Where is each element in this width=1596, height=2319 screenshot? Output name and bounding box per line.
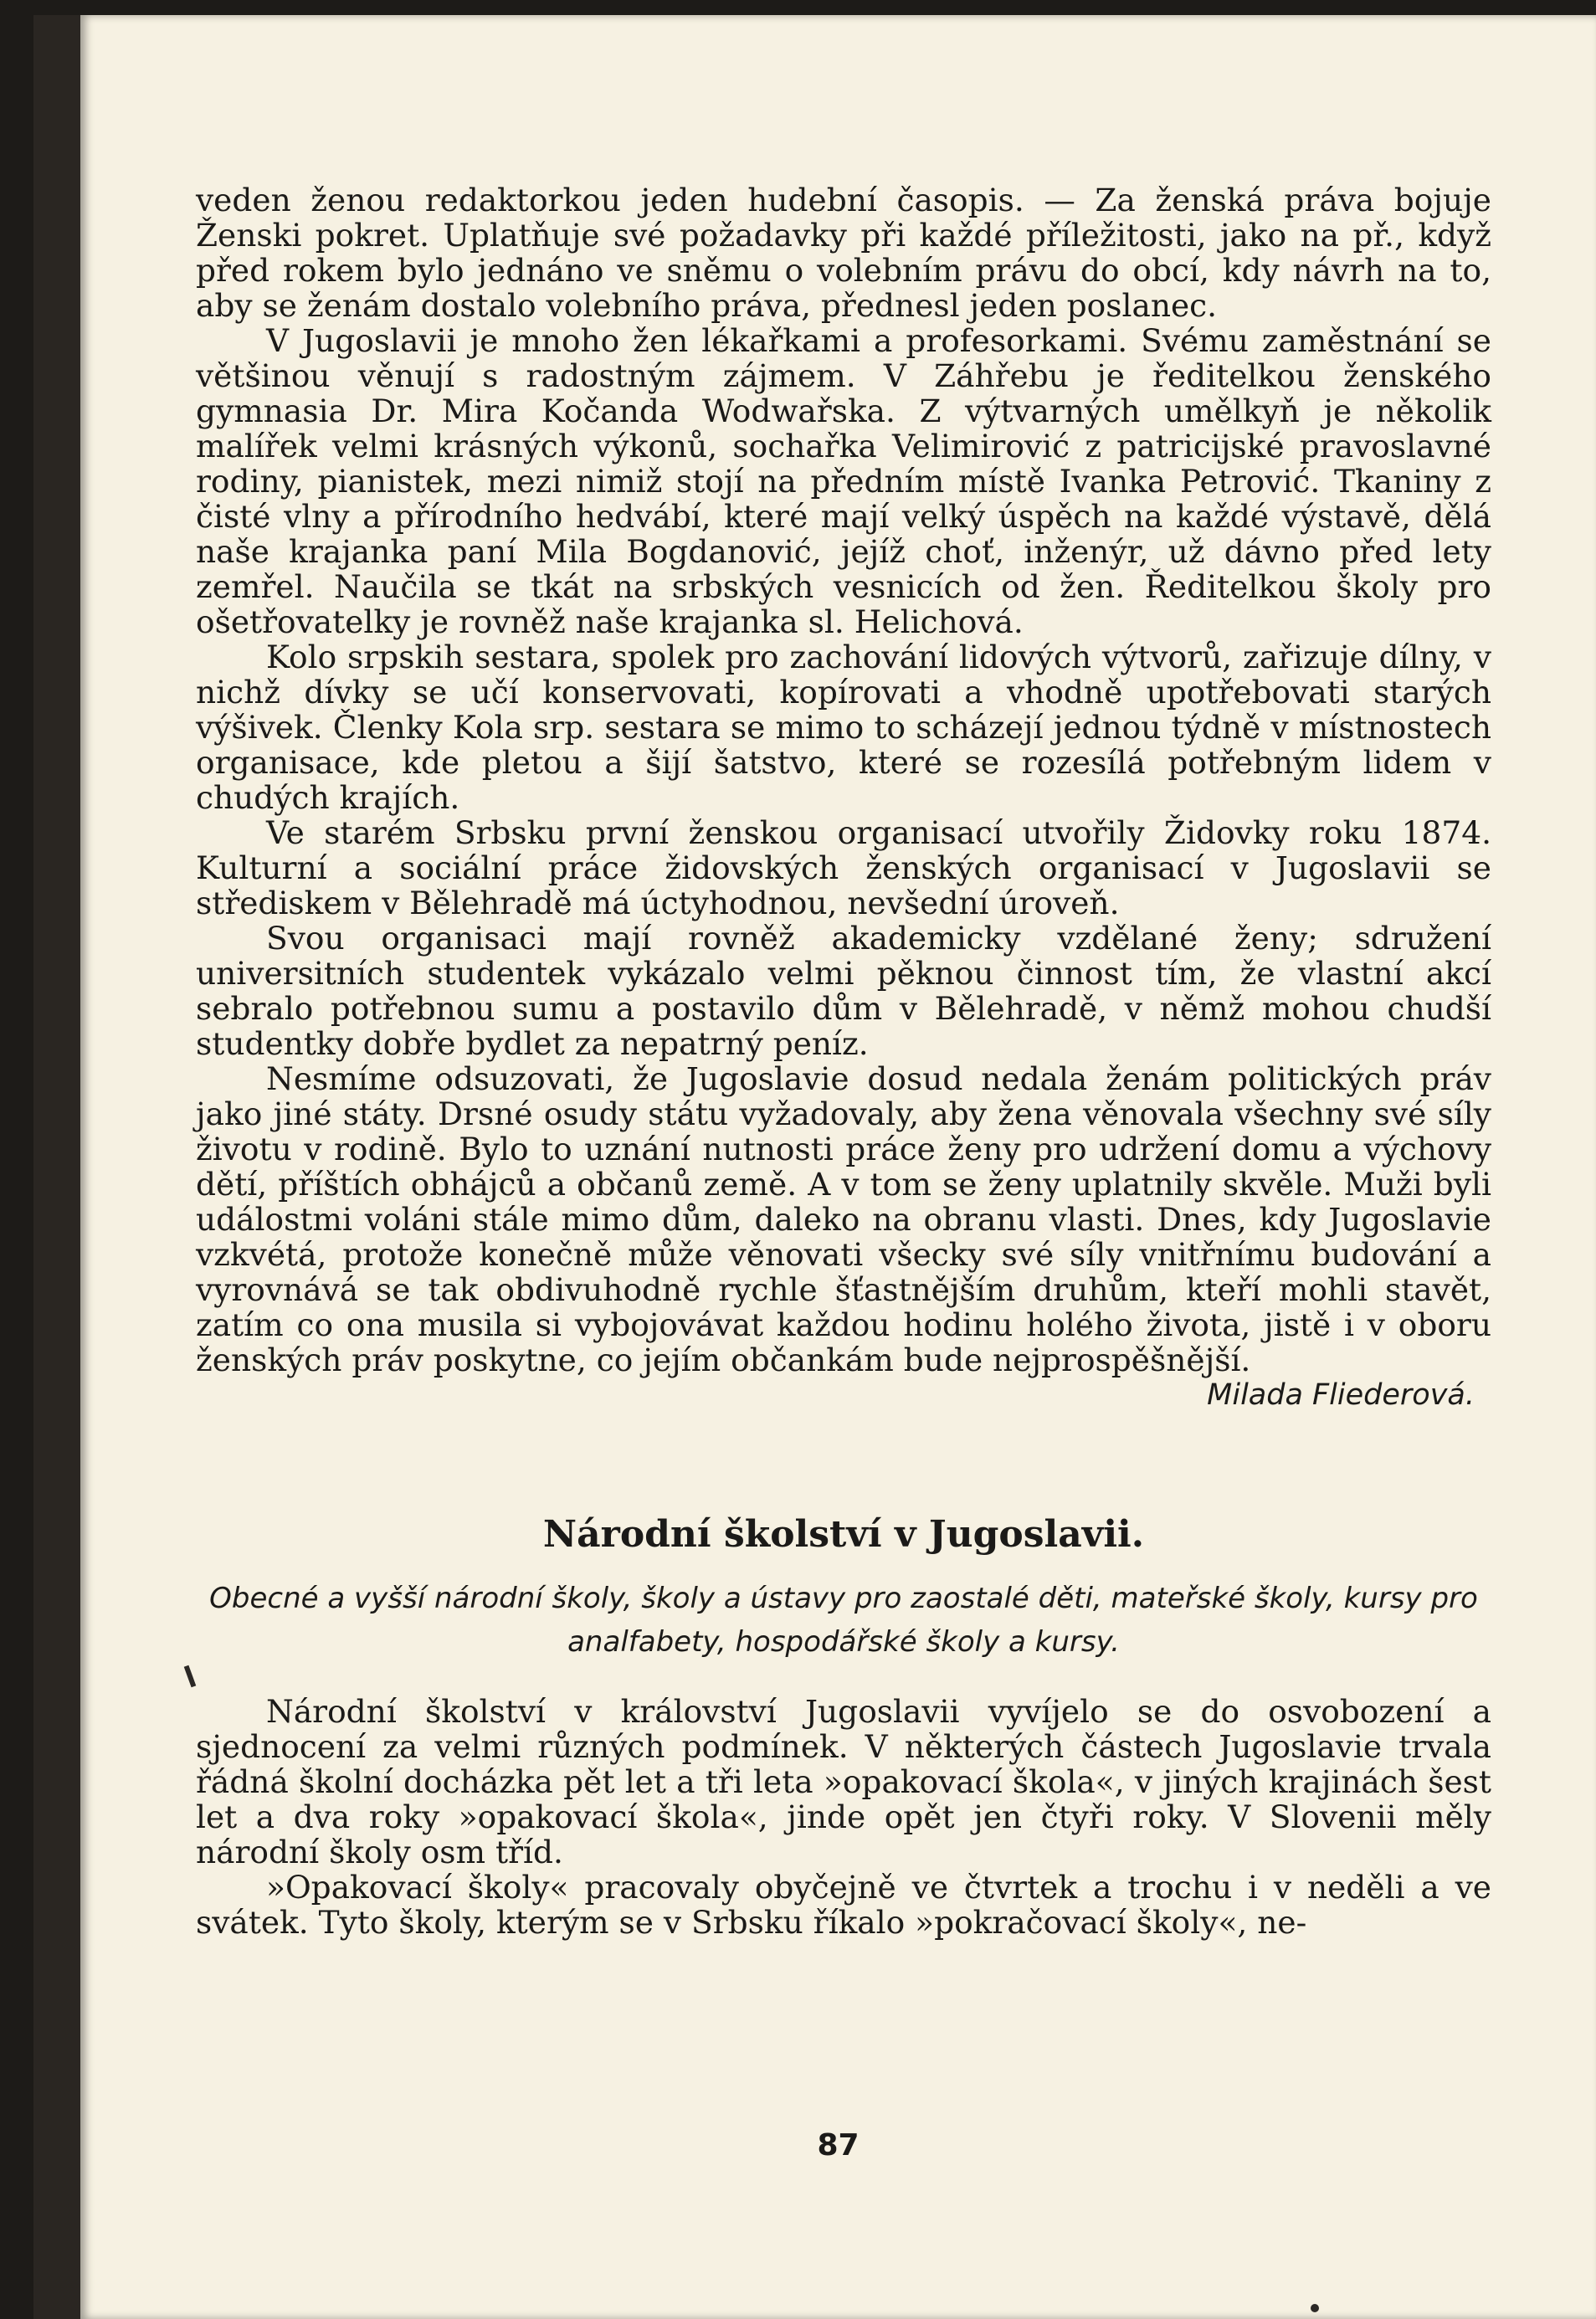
book-page bbox=[80, 15, 1596, 2319]
paragraph: V Jugoslavii je mnoho žen lékařkami a profesorkami. Svému zaměstnání se většinou věnují s radostným zájmem. V Záhřebu je ředitelkou ženského gymnasia Dr. Mira Kočanda Wodwařska. Z výtvarných umělkyň je několik malířek velmi krásných výkonů, sochařka Velimirović z patricijské pravoslavné rodiny, pianistek, mezi nimiž stojí na předním místě Ivanka Petrović. Tkaniny z čisté vlny a přírodního hedvábí, které mají velký úspěch na každé výstavě, dělá naše krajanka paní Mila Bogdanović, jejíž choť, inženýr, už dávno před lety zemřel. Naučila se tkát na srbských vesnicích od žen. Ředitelkou školy pro ošetřovatelky je rovněž naše krajanka sl. Helichová. bbox=[196, 322, 1491, 640]
page-number: 87 bbox=[817, 2128, 860, 2163]
page-text bbox=[196, 182, 1491, 1940]
scan-background bbox=[33, 15, 1596, 2319]
paragraph: veden ženou redaktorkou jeden hudební časopis. — Za ženská práva bojuje Ženski pokret. Uplatňuje své požadavky při každé příležitosti, jako na př., když před rokem bylo jednáno ve sněmu o volebním právu do obcí, kdy návrh na to, aby se ženám dostalo volebního práva, přednesl jeden poslanec. bbox=[196, 182, 1491, 324]
paragraph: Kolo srpskih sestara, spolek pro zachování lidových výtvorů, zařizuje dílny, v nichž dívky se učí konservovati, kopírovati a vhodně upotřebovati starých výšivek. Členky Kola srp. sestara se mimo to scházejí jednou týdně v místnostech organisace, kde pletou a šijí šatstvo, které se rozesílá potřebným lidem v chudých krajích. bbox=[196, 639, 1491, 816]
paragraph: Nesmíme odsuzovati, že Jugoslavie dosud nedala ženám politických práv jako jiné státy. Drsné osudy státu vyžadovaly, aby žena věnovala všechny své síly životu v rodině. Bylo to uznání nutnosti práce ženy pro udržení domu a výchovy dětí, příštích obhájců a občanů země. A v tom se ženy uplatnily skvěle. Muži byli událostmi voláni stále mimo dům, daleko na obranu vlasti. Dnes, kdy Jugoslavie vzkvétá, protože konečně může věnovati všecky své síly vnitřnímu budování a vyrovnává se tak obdivuhodně rychle šťastnějším druhům, kteří mohli stavět, zatím co ona musila si vybojovávat každou hodinu holého života, jistě i v oboru ženských práv poskytne, co jejím občankám bude nejprospěšnější. bbox=[196, 1060, 1491, 1378]
ink-dot-mark bbox=[1311, 2304, 1319, 2312]
paragraph: Národní školství v království Jugoslavii vyvíjelo se do osvobození a sjednocení za velmi různých podmínek. V některých částech Jugoslavie trvala řádná školní docházka pět let a tři leta »opakovací škola«, v jiných krajinách šest let a dva roky »opakovací škola«, jinde opět jen čtyři roky. V Slovenii měly národní školy osm tříd. bbox=[196, 1693, 1491, 1870]
paragraph: »Opakovací školy« pracovaly obyčejně ve čtvrtek a trochu i v neděli a ve svátek. Tyto školy, kterým se v Srbsku říkalo »pokračovací školy«, ne- bbox=[196, 1869, 1491, 1941]
section-subtitle: Obecné a vyšší národní školy, školy a ústavy pro zaostalé děti, mateřské školy, kursy pro analfabety, hospodářské školy a kursy. bbox=[209, 1582, 1478, 1659]
paragraph: Ve starém Srbsku první ženskou organisací utvořily Židovky roku 1874. Kulturní a sociální práce židovských ženských organisací v Jugoslavii se střediskem v Bělehradě má úctyhodnou, nevšední úroveň. bbox=[196, 814, 1491, 921]
margin-tick-mark bbox=[184, 1665, 197, 1687]
author-signature: Milada Fliederová. bbox=[1207, 1378, 1475, 1412]
paragraph: Svou organisaci mají rovněž akademicky vzdělané ženy; sdružení universitních studentek vykázalo velmi pěknou činnost tím, že vlastní akcí sebralo potřebnou sumu a postavilo dům v Bělehradě, v němž mohou chudší studentky dobře bydlet za nepatrný peníz. bbox=[196, 920, 1491, 1062]
section-title: Národní školství v Jugoslavii. bbox=[542, 1513, 1145, 1556]
